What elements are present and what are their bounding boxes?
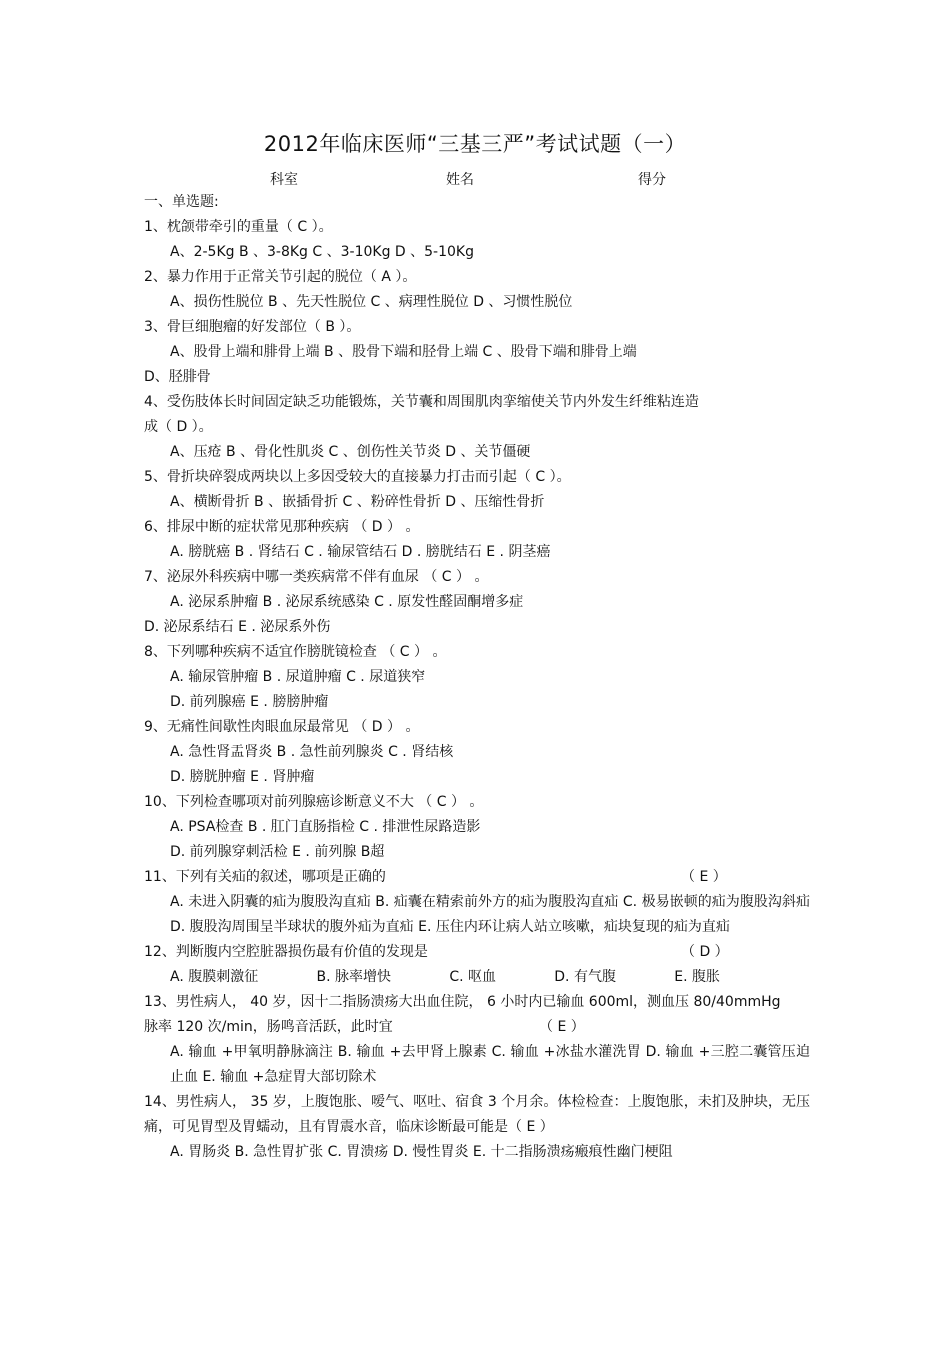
page-title: 2012年临床医师“三基三严”考试试题（一） bbox=[263, 132, 687, 156]
option-d: D. 有气腹 bbox=[554, 969, 616, 985]
question-14: 14、男性病人， 35 岁，上腹饱胀、嗳气、呕吐、宿食 3 个月余。体检检查：上腹饱胀，未扪及肿块，无压痛，可见胃型及胃蠕动，且有胃震水音，临床诊断最可能是（ E ） bbox=[144, 1094, 810, 1135]
question-8-options: A. 输尿管肿瘤 B . 尿道肿瘤 C . 尿道狭窄 bbox=[170, 669, 426, 685]
name-label: 姓名 bbox=[446, 172, 474, 188]
question-11-options: A. 未进入阴囊的疝为腹股沟直疝 B. 疝囊在精索前外方的疝为腹股沟直疝 C. 极易嵌顿的疝为腹股沟斜疝 D. 腹股沟周围呈半球状的腹外疝为直疝 E. 压住内环让病人站立咳嗽，疝块复现的疝为直疝 bbox=[170, 894, 810, 935]
question-12 bbox=[144, 940, 810, 965]
question-5-options: A、横断骨折 B 、嵌插骨折 C 、粉碎性骨折 D 、压缩性骨折 bbox=[170, 494, 545, 510]
question-9-options-cont: D. 膀胱肿瘤 E . 肾肿瘤 bbox=[170, 769, 315, 785]
question-7-options-cont: D. 泌尿系结石 E . 泌尿系外伤 bbox=[144, 619, 331, 635]
question-13: 13、男性病人， 40 岁，因十二指肠溃疡大出血住院， 6 小时内已输血 600ml，测血压 80/40mmHg bbox=[144, 994, 781, 1010]
question-7-options: A. 泌尿系肿瘤 B . 泌尿系统感染 C . 原发性醛固酮增多症 bbox=[170, 594, 524, 610]
question-4: 4、受伤肢体长时间固定缺乏功能锻炼，关节囊和周围肌肉挛缩使关节内外发生纤维粘连造 bbox=[144, 394, 699, 410]
question-12-options bbox=[144, 965, 810, 990]
question-3-options: A、股骨上端和腓骨上端 B 、股骨下端和胫骨上端 C 、股骨下端和腓骨上端 bbox=[170, 344, 637, 360]
question-10-options-cont: D. 前列腺穿刺活检 E . 前列腺 B超 bbox=[170, 844, 385, 860]
question-13-options: A. 输血 +甲氧明静脉滴注 B. 输血 +去甲肾上腺素 C. 输血 +冰盐水灌洗胃 D. 输血 +三腔二囊管压迫止血 E. 输血 +急症胃大部切除术 bbox=[170, 1044, 810, 1085]
option-c: C. 呕血 bbox=[449, 969, 496, 985]
option-e: E. 腹胀 bbox=[674, 969, 720, 985]
question-13-cont bbox=[144, 1015, 810, 1040]
score-label: 得分 bbox=[638, 172, 666, 188]
dept-label: 科室 bbox=[270, 172, 298, 188]
question-13-answer: （ E ） bbox=[539, 1019, 585, 1035]
question-10-options: A. PSA检查 B . 肛门直肠指检 C . 排泄性尿路造影 bbox=[170, 819, 481, 835]
question-4-options: A、压疮 B 、骨化性肌炎 C 、创伤性关节炎 D 、关节僵硬 bbox=[170, 444, 531, 460]
question-5: 5、骨折块碎裂成两块以上多因受较大的直接暴力打击而引起（ C ）。 bbox=[144, 469, 571, 485]
question-10: 10、下列检查哪项对前列腺癌诊断意义不大 （ C ） 。 bbox=[144, 794, 484, 810]
question-12-text: 12、判断腹内空腔脏器损伤最有价值的发现是 bbox=[144, 944, 428, 960]
question-6-options: A. 膀胱癌 B . 肾结石 C . 输尿管结石 D . 膀胱结石 E . 阴茎癌 bbox=[170, 544, 551, 560]
question-8-options-cont: D. 前列腺癌 E . 膀膀肿瘤 bbox=[170, 694, 329, 710]
question-9: 9、无痛性间歇性肉眼血尿最常见 （ D ） 。 bbox=[144, 719, 420, 735]
question-6: 6、排尿中断的症状常见那种疾病 （ D ） 。 bbox=[144, 519, 420, 535]
question-4-cont: 成（ D ）。 bbox=[144, 419, 213, 435]
question-8: 8、下列哪种疾病不适宜作膀胱镜检查 （ C ） 。 bbox=[144, 644, 447, 660]
question-3-options-cont: D、胫腓骨 bbox=[144, 369, 211, 385]
question-1: 1、枕颌带牵引的重量（ C ）。 bbox=[144, 219, 333, 235]
question-2: 2、暴力作用于正常关节引起的脱位（ A ）。 bbox=[144, 269, 417, 285]
question-3: 3、骨巨细胞瘤的好发部位（ B ）。 bbox=[144, 319, 361, 335]
question-7: 7、泌尿外科疾病中哪一类疾病常不伴有血尿 （ C ） 。 bbox=[144, 569, 489, 585]
question-11 bbox=[144, 865, 810, 890]
question-13-cont-text: 脉率 120 次/min，肠鸣音活跃，此时宜 bbox=[144, 1019, 393, 1035]
question-14-options: A. 胃肠炎 B. 急性胃扩张 C. 胃溃疡 D. 慢性胃炎 E. 十二指肠溃疡瘢痕性幽门梗阻 bbox=[170, 1144, 673, 1160]
question-list bbox=[144, 190, 810, 1165]
option-a: A. 腹膜刺激征 bbox=[170, 969, 259, 985]
question-11-answer: （ E ） bbox=[681, 869, 727, 885]
question-1-options: A、2-5Kg B 、3-8Kg C 、3-10Kg D 、5-10Kg bbox=[170, 244, 474, 260]
question-2-options: A、损伤性脱位 B 、先天性脱位 C 、病理性脱位 D 、习惯性脱位 bbox=[170, 294, 573, 310]
question-12-answer: （ D ） bbox=[681, 944, 729, 960]
question-11-text: 11、下列有关疝的叙述，哪项是正确的 bbox=[144, 869, 386, 885]
question-9-options: A. 急性肾盂肾炎 B . 急性前列腺炎 C . 肾结核 bbox=[170, 744, 454, 760]
section-heading: 一、单选题: bbox=[144, 194, 219, 210]
option-b: B. 脉率增快 bbox=[316, 969, 392, 985]
